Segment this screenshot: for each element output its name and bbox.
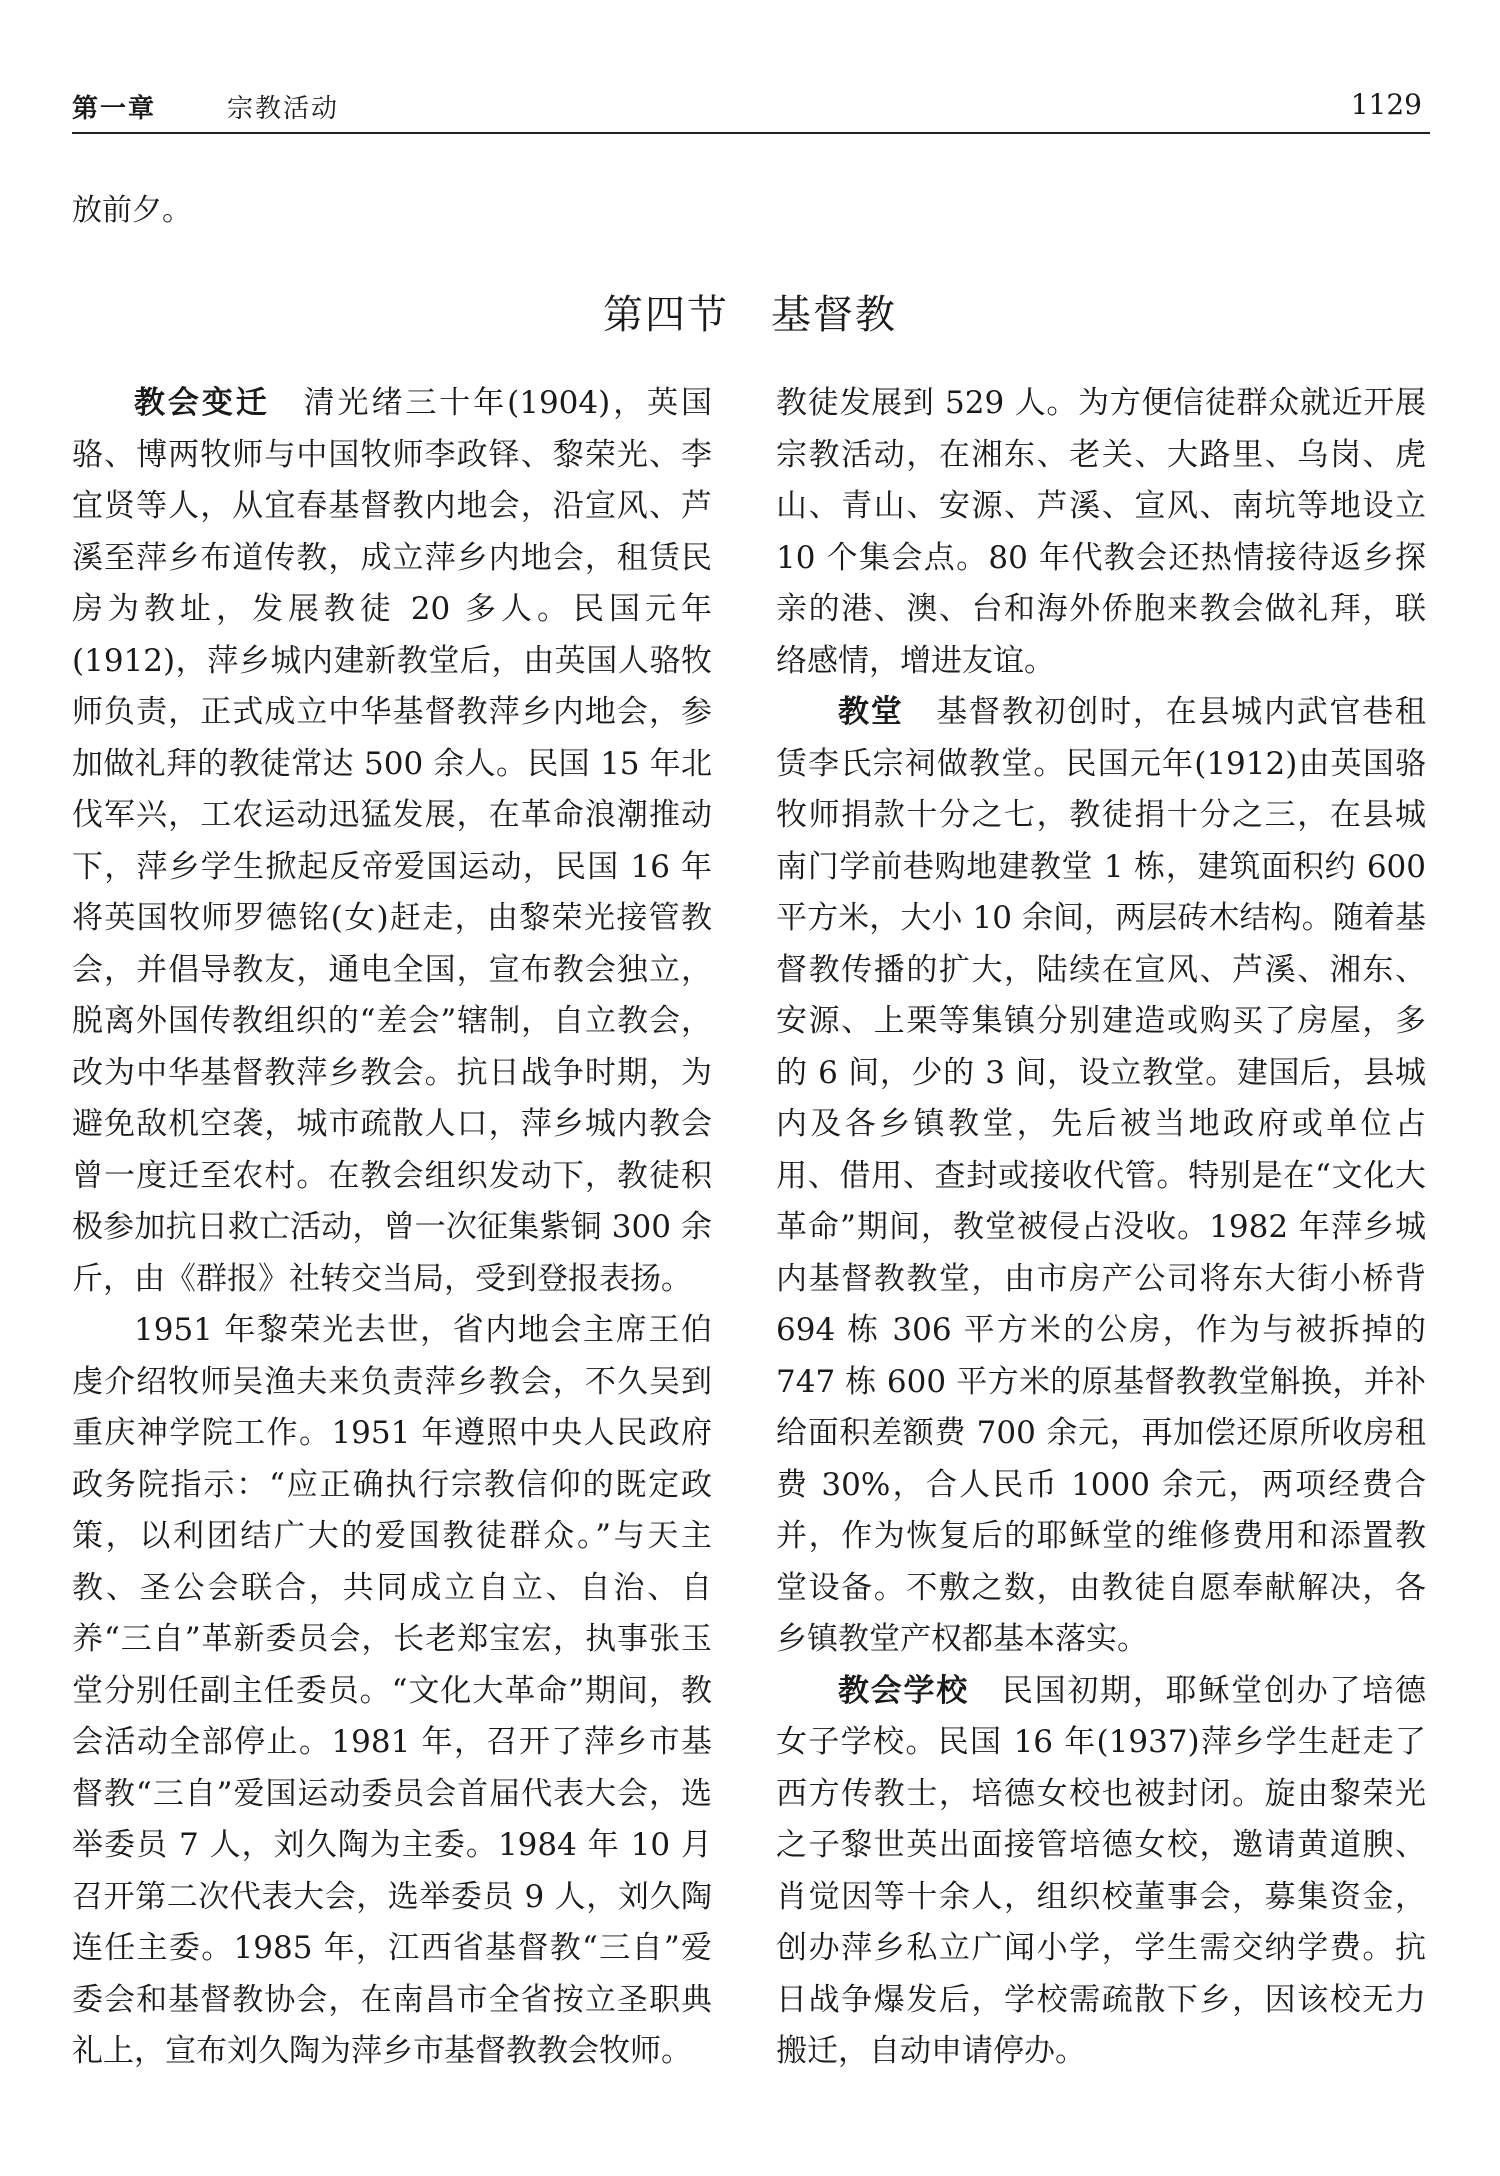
- section-title: 第四节 基督教: [603, 292, 897, 338]
- paragraph: 1951 年黎荣光去世，省内地会主席王伯虔介绍牧师吴渔夫来负责萍乡教会，不久吴到重庆神学院工作。1951 年遵照中央人民政府政务院指示：“应正确执行宗教信仰的既定政策，以利团结广大的爱国教徒群众。”与天主教、圣公会联合，共同成立自立、自治、自养“三自”革新委员会，长老郑宝宏，执事张玉堂分别任副主任委员。“文化大革命”期间，教会活动全部停止。1981 年，召开了萍乡市基督教“三自”爱国运动委员会首届代表大会，选举委员 7 人，刘久陶为主委。1984 年 10 月召开第二次代表大会，选举委员 9 人，刘久陶连任主委。1985 年，江西省基督教“三自”爱委会和基督教协会，在南昌市全省按立圣职典礼上，宣布刘久陶为萍乡市基督教教会牧师。: [72, 1312, 712, 2069]
- page-number: 1129: [1350, 88, 1422, 121]
- paragraph: 教徒发展到 529 人。为方便信徒群众就近开展宗教活动，在湘东、老关、大路里、乌岗、虎山、青山、安源、芦溪、宣风、南坑等地设立 10 个集会点。80 年代教会还热情接待返乡探亲的港、澳、台和海外侨胞来教会做礼拜，联络感情，增进友谊。: [776, 385, 1426, 679]
- paragraph-text: 民国初期，耶稣堂创办了培德女子学校。民国 16 年(1937)萍乡学生赶走了西方传教士，培德女校也被封闭。旋由黎荣光之子黎世英出面接管培德女校，邀请黄道腴、肖觉因等十余人，组织校董事会，募集资金，创办萍乡私立广闻小学，学生需交纳学费。抗日战争爆发后，学校需疏散下乡，因该校无力搬迁，自动申请停办。: [776, 1672, 1427, 2069]
- paragraph-heading: 教会变迁: [134, 385, 270, 421]
- continuation-text: 放前夕。: [72, 193, 192, 228]
- right-column: [776, 378, 1426, 2078]
- section-label: 宗教活动: [227, 94, 340, 124]
- paragraph-heading: 教会学校: [838, 1672, 970, 1709]
- paragraph: [72, 378, 712, 1305]
- chapter-label: 第一章: [72, 94, 157, 124]
- paragraph-text: 清光绪三十年(1904)，英国骆、博两牧师与中国牧师李政铎、黎荣光、李宜贤等人，从宜春基督教内地会，沿宣风、芦溪至萍乡布道传教，成立萍乡内地会，租赁民房为教址，发展教徒 20 多人。民国元年(1912)，萍乡城内建新教堂后，由英国人骆牧师负责，正式成立中华基督教萍乡内地会，参加做礼拜的教徒常达 500 余人。民国 15 年北伐军兴，工农运动迅猛发展，在革命浪潮推动下，萍乡学生掀起反帝爱国运动，民国 16 年将英国牧师罗德铭(女)赶走，由黎荣光接管教会，并倡导教友，通电全国，宣布教会独立，脱离外国传教组织的“差会”辖制，自立教会，改为中华基督教萍乡教会。抗日战争时期，为避免敌机空袭，城市疏散人口，萍乡城内教会曾一度迁至农村。在教会组织发动下，教徒积极参加抗日救亡活动，曾一次征集紫铜 300 余斤，由《群报》社转交当局，受到登报表扬。: [72, 385, 712, 1297]
- header-rule: [72, 132, 1430, 134]
- paragraph: [776, 1666, 1426, 2078]
- paragraph: [776, 687, 1426, 1666]
- paragraph-heading: 教堂: [838, 694, 904, 730]
- left-column: [72, 378, 712, 2078]
- running-header: [72, 88, 1430, 128]
- paragraph-text: 基督教初创时，在县城内武官巷租赁李氏宗祠做教堂。民国元年(1912)由英国骆牧师捐款十分之七，教徒捐十分之三，在县城南门学前巷购地建教堂 1 栋，建筑面积约 600 平方米，大小 10 余间，两层砖木结构。随着基督教传播的扩大，陆续在宣风、芦溪、湘东、安源、上栗等集镇分别建造或购买了房屋，多的 6 间，少的 3 间，设立教堂。建国后，县城内及各乡镇教堂，先后被当地政府或单位占用、借用、查封或接收代管。特别是在“文化大革命”期间，教堂被侵占没收。1982 年萍乡城内基督教教堂，由市房产公司将东大街小桥背 694 栋 306 平方米的公房，作为与被拆掉的 747 栋 600 平方米的原基督教教堂斛换，并补给面积差额费 700 余元，再加偿还原所收房租费 30%，合人民币 1000 余元，两项经费合并，作为恢复后的耶稣堂的维修费用和添置教堂设备。不敷之数，由教徒自愿奉献解决，各乡镇教堂产权都基本落实。: [776, 694, 1427, 1657]
